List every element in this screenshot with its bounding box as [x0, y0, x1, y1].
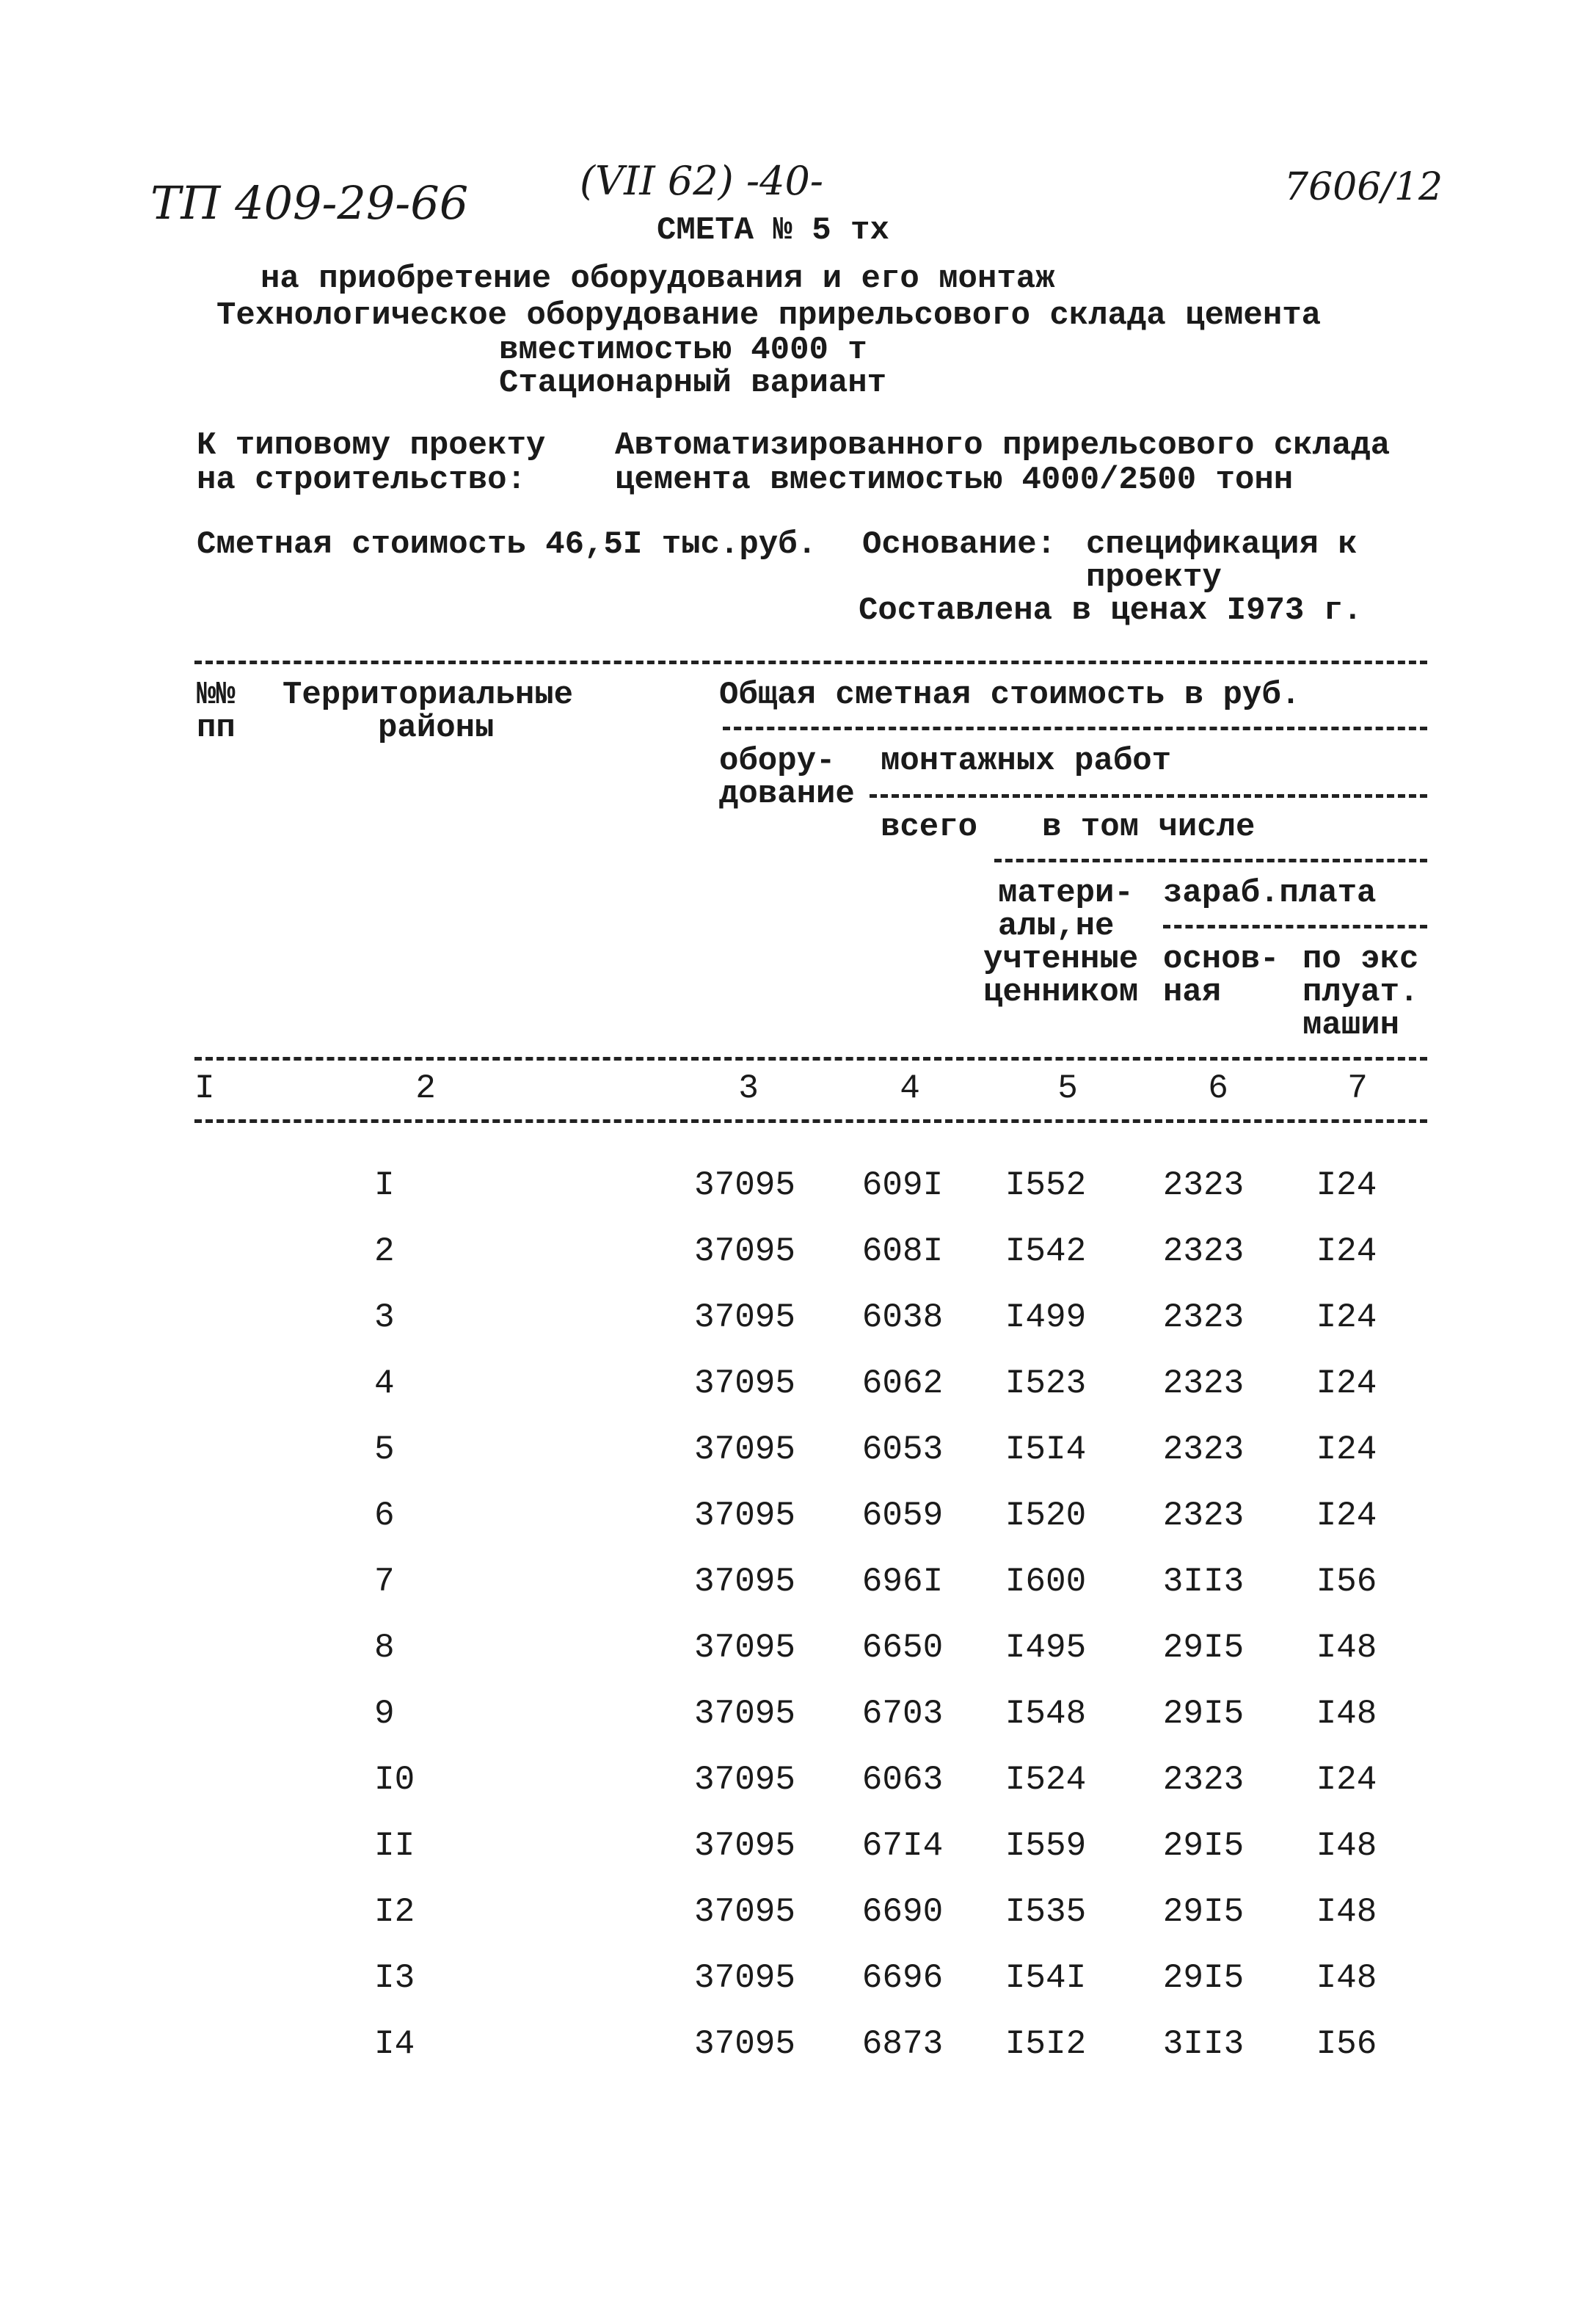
cell-materials: I523 — [1005, 1364, 1087, 1403]
table-top-rule — [194, 661, 1427, 664]
cell-region: I — [374, 1166, 395, 1204]
header-materials-line-3: учтенные — [983, 941, 1139, 978]
cell-installation-total: 6703 — [861, 1695, 944, 1733]
handwritten-archive-number: 7606/12 — [1284, 165, 1443, 209]
cell-region: I4 — [374, 2025, 415, 2063]
cell-machine-wages: I48 — [1316, 1893, 1377, 1931]
cell-installation-total: 6873 — [861, 2025, 944, 2063]
cell-materials: I552 — [1005, 1166, 1087, 1204]
cell-region: 8 — [374, 1629, 395, 1667]
project-name-line-2: цемента вместимостью 4000/2500 тонн — [615, 462, 1294, 498]
cell-equipment: 37095 — [693, 1959, 796, 1997]
cell-installation-total: 67I4 — [861, 1827, 944, 1865]
header-number-line-1: №№ — [197, 677, 236, 713]
cell-machine-wages: I48 — [1316, 1827, 1377, 1865]
cell-materials: I495 — [1005, 1629, 1087, 1667]
column-numbers-rule — [194, 1119, 1427, 1123]
cell-region: I3 — [374, 1959, 415, 1997]
cell-machine-wages: I24 — [1316, 1166, 1377, 1204]
header-equipment-line-2: дование — [719, 776, 855, 813]
cell-region: 5 — [374, 1431, 395, 1469]
cell-machine-wages: I48 — [1316, 1629, 1377, 1667]
cell-materials: I5I2 — [1005, 2025, 1087, 2063]
price-level: Составлена в ценах I973 г. — [859, 592, 1363, 629]
wages-rule — [1163, 925, 1427, 928]
column-number: 2 — [415, 1069, 436, 1108]
cell-materials: I548 — [1005, 1695, 1087, 1733]
cell-equipment: 37095 — [693, 1893, 796, 1931]
header-machines-line-1: по экс — [1302, 941, 1419, 978]
cell-equipment: 37095 — [693, 1497, 796, 1535]
header-total-cost: Общая сметная стоимость в руб. — [719, 677, 1301, 713]
header-basic-wages-line-1: основ- — [1163, 941, 1280, 978]
cell-equipment: 37095 — [693, 1232, 796, 1270]
cell-equipment: 37095 — [693, 1364, 796, 1403]
header-number-line-2: пп — [197, 710, 236, 746]
cell-region: 7 — [374, 1563, 395, 1601]
header-installation: монтажных работ — [881, 743, 1172, 779]
cell-materials: I5I4 — [1005, 1431, 1087, 1469]
total-cost-rule — [723, 727, 1427, 730]
header-installation-total: всего — [881, 809, 978, 846]
cell-basic-wages: 2323 — [1162, 1232, 1245, 1270]
handwritten-page-number: (VII 62) -40- — [580, 158, 824, 204]
header-basic-wages-line-2: ная — [1163, 974, 1222, 1011]
cell-installation-total: 6059 — [861, 1497, 944, 1535]
cell-basic-wages: 29I5 — [1162, 1827, 1245, 1865]
basis-value-line-2: проекту — [1086, 559, 1222, 596]
cell-installation-total: 6650 — [861, 1629, 944, 1667]
cell-machine-wages: I56 — [1316, 2025, 1377, 2063]
project-label-line-2: на строительство: — [197, 462, 526, 498]
cell-equipment: 37095 — [693, 1827, 796, 1865]
install-rule — [870, 794, 1427, 798]
cell-region: I0 — [374, 1761, 415, 1799]
cell-basic-wages: 2323 — [1162, 1761, 1245, 1799]
cell-basic-wages: 29I5 — [1162, 1629, 1245, 1667]
cell-machine-wages: I56 — [1316, 1563, 1377, 1601]
cell-installation-total: 6053 — [861, 1431, 944, 1469]
cell-equipment: 37095 — [693, 1563, 796, 1601]
cell-equipment: 37095 — [693, 1298, 796, 1337]
cell-machine-wages: I24 — [1316, 1298, 1377, 1337]
basis-value-line-1: спецификация к — [1086, 526, 1358, 563]
cell-materials: I535 — [1005, 1893, 1087, 1931]
header-materials-line-4: ценником — [983, 974, 1139, 1011]
project-label-line-1: К типовому проекту — [197, 427, 546, 464]
cell-basic-wages: 2323 — [1162, 1298, 1245, 1337]
cell-region: 9 — [374, 1695, 395, 1733]
cell-basic-wages: 3II3 — [1162, 1563, 1245, 1601]
header-region-line-2: районы — [378, 710, 495, 746]
cell-basic-wages: 29I5 — [1162, 1893, 1245, 1931]
header-equipment-line-1: обору- — [719, 743, 836, 779]
header-region-line-1: Территориальные — [283, 677, 574, 713]
cell-machine-wages: I24 — [1316, 1761, 1377, 1799]
cell-basic-wages: 2323 — [1162, 1497, 1245, 1535]
cell-machine-wages: I48 — [1316, 1959, 1377, 1997]
header-machines-line-2: плуат. — [1302, 974, 1419, 1011]
cell-region: 6 — [374, 1497, 395, 1535]
cell-machine-wages: I24 — [1316, 1232, 1377, 1270]
column-number: 6 — [1208, 1069, 1228, 1108]
cell-equipment: 37095 — [693, 1431, 796, 1469]
cell-basic-wages: 2323 — [1162, 1364, 1245, 1403]
cell-installation-total: 6690 — [861, 1893, 944, 1931]
estimated-cost: Сметная стоимость 46,5I тыс.руб. — [197, 526, 817, 563]
cell-materials: I524 — [1005, 1761, 1087, 1799]
column-number: 5 — [1057, 1069, 1078, 1108]
cell-region: 2 — [374, 1232, 395, 1270]
cell-materials: I54I — [1005, 1959, 1087, 1997]
cell-materials: I499 — [1005, 1298, 1087, 1337]
cell-equipment: 37095 — [693, 1695, 796, 1733]
document-heading: СМЕТА № 5 тх — [657, 212, 889, 249]
header-bottom-rule — [194, 1057, 1427, 1061]
cell-basic-wages: 2323 — [1162, 1431, 1245, 1469]
cell-equipment: 37095 — [693, 1629, 796, 1667]
cell-region: 4 — [374, 1364, 395, 1403]
header-materials-line-1: матери- — [998, 875, 1134, 912]
cell-machine-wages: I24 — [1316, 1497, 1377, 1535]
cell-installation-total: 6062 — [861, 1364, 944, 1403]
cell-materials: I600 — [1005, 1563, 1087, 1601]
cell-materials: I542 — [1005, 1232, 1087, 1270]
cell-basic-wages: 2323 — [1162, 1166, 1245, 1204]
basis-label: Основание: — [862, 526, 1057, 563]
handwritten-project-code: ТП 409-29-66 — [150, 176, 469, 230]
header-wages: зараб.плата — [1163, 875, 1377, 912]
title-line-1: на приобретение оборудования и его монтаж — [260, 261, 1055, 297]
cell-materials: I520 — [1005, 1497, 1087, 1535]
cell-materials: I559 — [1005, 1827, 1087, 1865]
cell-installation-total: 6696 — [861, 1959, 944, 1997]
cell-basic-wages: 3II3 — [1162, 2025, 1245, 2063]
title-line-2: Технологическое оборудование прирельсового склада цемента — [216, 297, 1322, 334]
cell-equipment: 37095 — [693, 2025, 796, 2063]
header-including: в том числе — [1042, 809, 1256, 846]
cell-machine-wages: I48 — [1316, 1695, 1377, 1733]
project-name-line-1: Автоматизированного прирельсового склада — [615, 427, 1391, 464]
header-materials-line-2: алы,не — [998, 908, 1115, 945]
cell-region: II — [374, 1827, 415, 1865]
cell-equipment: 37095 — [693, 1166, 796, 1204]
title-line-4: Стационарный вариант — [499, 365, 887, 401]
including-rule — [994, 859, 1427, 862]
cell-basic-wages: 29I5 — [1162, 1959, 1245, 1997]
cell-machine-wages: I24 — [1316, 1431, 1377, 1469]
column-number: 7 — [1347, 1069, 1368, 1108]
cell-basic-wages: 29I5 — [1162, 1695, 1245, 1733]
cell-installation-total: 6038 — [861, 1298, 944, 1337]
cell-installation-total: 696I — [861, 1563, 944, 1601]
cell-installation-total: 6063 — [861, 1761, 944, 1799]
title-line-3: вместимостью 4000 т — [499, 332, 867, 368]
cell-installation-total: 608I — [861, 1232, 944, 1270]
cell-equipment: 37095 — [693, 1761, 796, 1799]
cell-installation-total: 609I — [861, 1166, 944, 1204]
column-number: 4 — [900, 1069, 920, 1108]
column-number: I — [194, 1069, 215, 1108]
cell-region: I2 — [374, 1893, 415, 1931]
column-number: 3 — [738, 1069, 759, 1108]
header-machines-line-3: машин — [1302, 1007, 1400, 1044]
cell-region: 3 — [374, 1298, 395, 1337]
cell-machine-wages: I24 — [1316, 1364, 1377, 1403]
